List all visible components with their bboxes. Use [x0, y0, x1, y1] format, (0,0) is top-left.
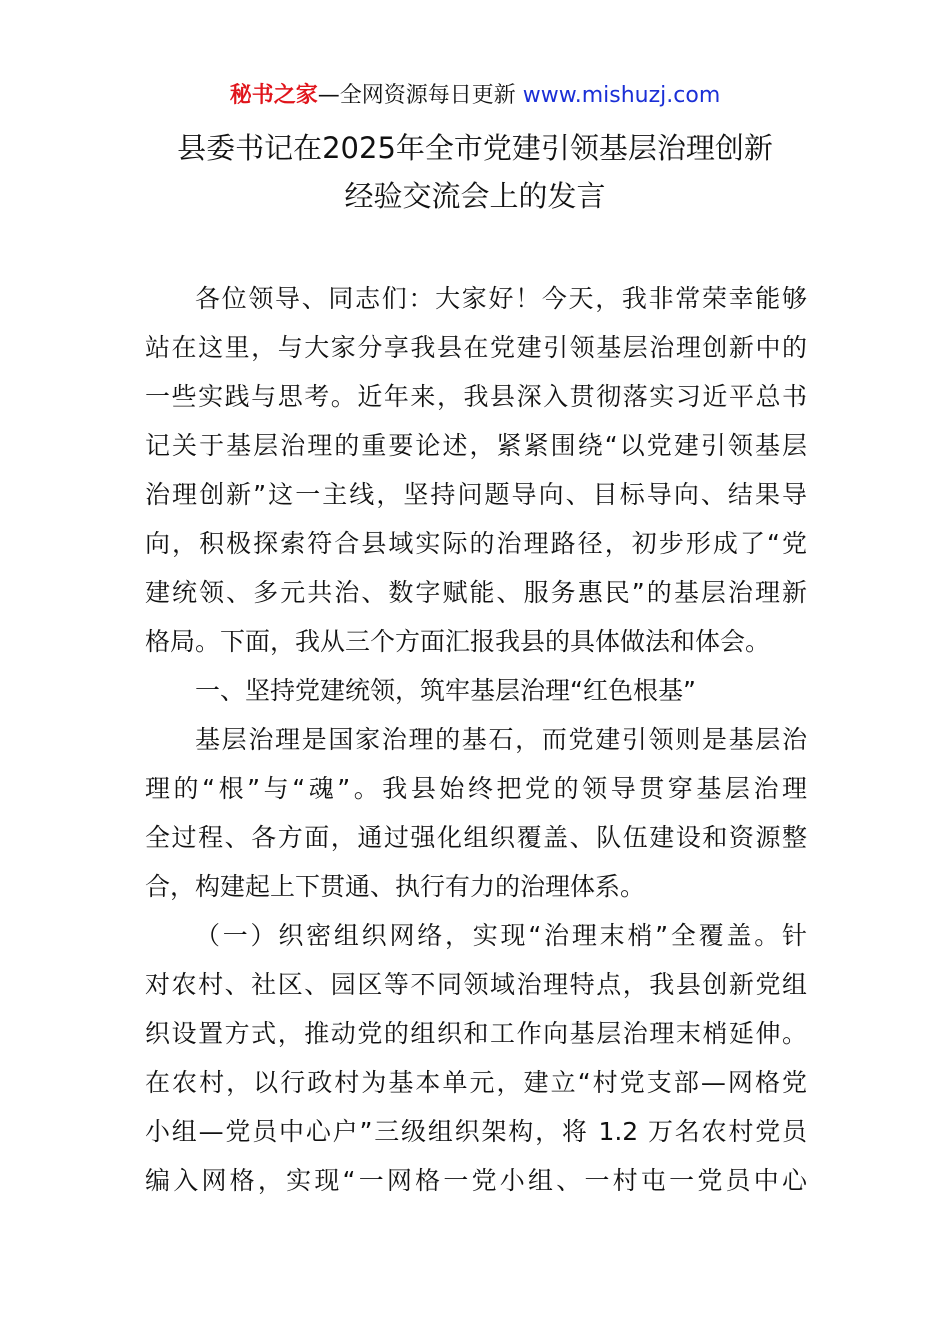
body-text-line: 一、坚持党建统领，筑牢基层治理“红色根基”: [195, 676, 696, 705]
site-url[interactable]: www.mishuzj.com: [522, 83, 721, 108]
site-slogan: —全网资源每日更新: [317, 83, 523, 108]
site-name: 秘书之家: [229, 83, 318, 108]
body-text-line: 建统领、多元共治、数字赋能、服务惠民”的基层治理新: [145, 578, 807, 607]
body-text-line: 小组—党员中心户”三级组织架构，将 1.2 万名农村党员: [145, 1117, 807, 1146]
body-text-line: 治理创新”这一主线，坚持问题导向、目标导向、结果导: [145, 480, 807, 509]
document-title: [120, 124, 830, 220]
body-text-line: 全过程、各方面，通过强化组织覆盖、队伍建设和资源整: [145, 823, 807, 852]
body-text-line: 记关于基层治理的重要论述，紧紧围绕“以党建引领基层: [145, 431, 807, 460]
body-text-line: 向，积极探索符合县域实际的治理路径，初步形成了“党: [145, 529, 807, 558]
body-text-line: 各位领导、同志们：大家好！今天，我非常荣幸能够: [195, 284, 807, 313]
body-text-line: 织设置方式，推动党的组织和工作向基层治理末梢延伸。: [145, 1019, 807, 1048]
body-text-line: 合，构建起上下贯通、执行有力的治理体系。: [145, 872, 646, 901]
body-text-line: 基层治理是国家治理的基石，而党建引领则是基层治: [195, 725, 807, 754]
document-title-line-2: 经验交流会上的发言: [344, 179, 606, 213]
body-text-line: 一些实践与思考。近年来，我县深入贯彻落实习近平总书: [145, 382, 807, 411]
document-title-line-1: 县委书记在2025年全市党建引领基层治理创新: [177, 131, 773, 165]
body-text-line: 站在这里，与大家分享我县在党建引领基层治理创新中的: [145, 333, 807, 362]
body-text-line: 对农村、社区、园区等不同领域治理特点，我县创新党组: [145, 970, 807, 999]
body-text-line: 格局。下面，我从三个方面汇报我县的具体做法和体会。: [145, 627, 771, 656]
site-header: [0, 80, 950, 112]
document-body: [145, 274, 807, 1205]
body-text-line: 编入网格，实现“一网格一党小组、一村屯一党员中心: [145, 1166, 807, 1195]
body-text-line: 在农村，以行政村为基本单元，建立“村党支部—网格党: [145, 1068, 807, 1097]
body-text-line: （一）织密组织网络，实现“治理末梢”全覆盖。针: [195, 921, 807, 950]
body-text-line: 理的“根”与“魂”。我县始终把党的领导贯穿基层治理: [145, 774, 807, 803]
